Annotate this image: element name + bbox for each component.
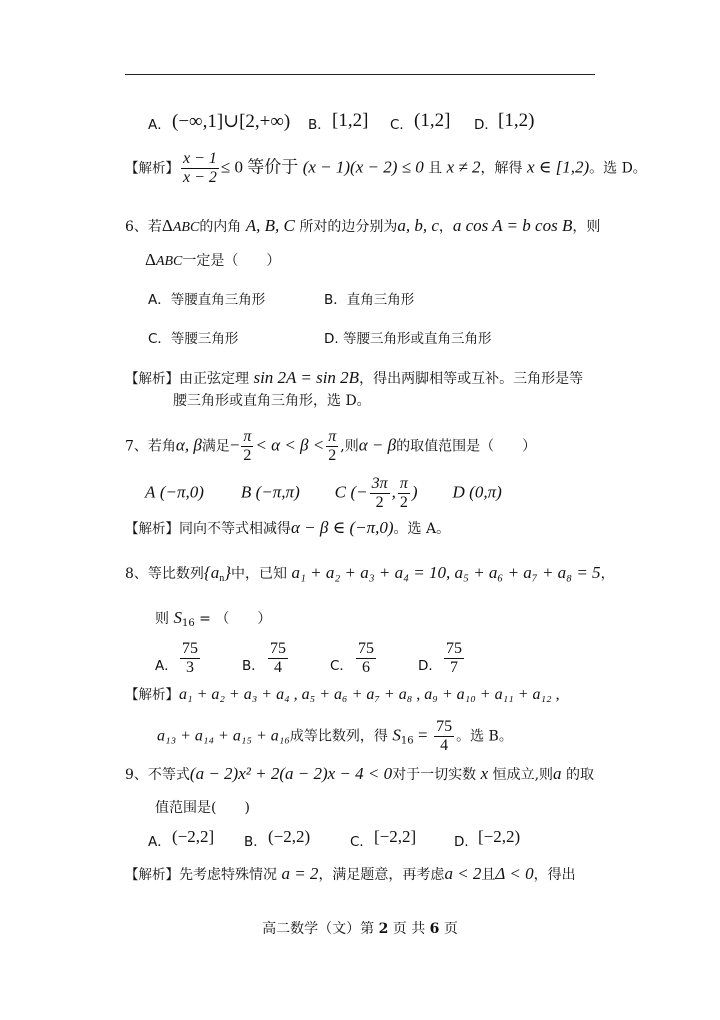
q6-option-c: C．等腰三角形 [148, 331, 239, 347]
q5-option-a-label: A． [148, 117, 171, 133]
q5-option-a-value: (−∞,1]∪[2,+∞) [172, 111, 291, 132]
page-total: 6 [429, 921, 440, 937]
q9-analysis: 【解析】先考虑特殊情况 a = 2，满足题意，再考虑a < 2且Δ < 0，得出 [125, 864, 576, 883]
q8-stem-line1: 8、等比数列$\{a_n\}$中，已知 a₁ + a₂ + a₃ + a₄ = 10, a₅ + a₆ + a₇ + a₈ = 5， [125, 563, 615, 584]
q8-option-a-fraction: $\frac{75}{3}$ [182, 640, 198, 676]
q6-stem-line2: ΔABC一定是（ ） [145, 250, 281, 269]
q6-option-a: A．等腰直角三角形 [148, 292, 266, 308]
q8-option-d-fraction: $\frac{75}{7}$ [446, 640, 462, 676]
q7-options: A (−π,0) B (−π,π) C (− $\frac{3\pi}{2}$ , $\frac{\pi}{2}$ ) D (0,π) [145, 475, 502, 511]
q5-analysis: 【解析】 $\frac{x - 1}{x - 2}$ ≤ 0 等价于 (x − 1)(x − 2) ≤ 0 且 x ≠ 2，解得 x ∈ [1,2)。选 D。 [125, 150, 647, 186]
q6-analysis-line1: 【解析】由正弦定理 sin 2A = sin 2B，得出两脚相等或互补。三角形是等 [125, 368, 584, 387]
page-number: 2 [378, 921, 389, 937]
q8-option-c-fraction: $\frac{75}{6}$ [358, 640, 374, 676]
q9-option-c-value: [−2,2] [374, 827, 417, 846]
q5-option-b-label: B． [308, 117, 331, 133]
q8-analysis-line1: 【解析】a₁ + a₂ + a₃ + a₄ , a₅ + a₆ + a₇ + a₈ , a₉ + a₁₀ + a₁₁ + a₁₂ , [125, 686, 560, 703]
analysis-tag: 【解析】 [125, 160, 179, 177]
q6-option-d: D. 等腰三角形或直角三角形 [324, 331, 492, 347]
q7-stem: 7、若角α, β满足− $\frac{\pi}{2}$ < α < β < $\frac{\pi}{2}$ ,则α − β的取值范围是（ ） [125, 428, 537, 464]
q9-option-b-value: (−2,2) [268, 827, 311, 846]
q9-stem-line2: 值范围是( ) [155, 800, 250, 816]
q5-option-d-label: D． [474, 117, 498, 133]
q5-option-c-label: C． [390, 117, 413, 133]
q6-stem-line1: 6、若ΔABC的内角 A, B, C 所对的边分别为a, b, c，a cos A = b cos B，则 [125, 216, 601, 235]
q8-stem-line2: 则 $S_{16}$ = （ ） [155, 608, 272, 629]
q7-analysis: 【解析】同向不等式相减得α − β ∈ (−π,0)。选 A。 [125, 518, 451, 537]
q6-option-b: B．直角三角形 [324, 292, 415, 308]
page-footer: 高二数学（文）第 2 页 共 6 页 [262, 921, 458, 937]
q5-fraction: $\frac{x - 1}{x - 2}$ [183, 150, 217, 186]
q5-option-b-value: [1,2] [332, 110, 369, 131]
q9-option-a-value: (−2,2] [172, 827, 215, 846]
q5-option-d-value: [1,2) [498, 110, 535, 131]
q9-stem-line1: 9、不等式(a − 2)x² + 2(a − 2)x − 4 < 0对于一切实数 x 恒成立,则a 的取 [125, 764, 594, 783]
q8-option-b-fraction: $\frac{75}{4}$ [270, 640, 286, 676]
q8-analysis-line2: a₁₃ + a₁₄ + a₁₅ + a₁₆成等比数列，得 $S_{16}$ = $\frac{75}{4}$ 。选 B。 [157, 718, 513, 754]
q6-analysis-line2: 腰三角形或直角三角形，选 D。 [173, 393, 371, 409]
q9-option-d-value: [−2,2) [478, 827, 521, 846]
header-rule [125, 74, 595, 75]
q5-option-c-value: (1,2] [414, 110, 451, 131]
